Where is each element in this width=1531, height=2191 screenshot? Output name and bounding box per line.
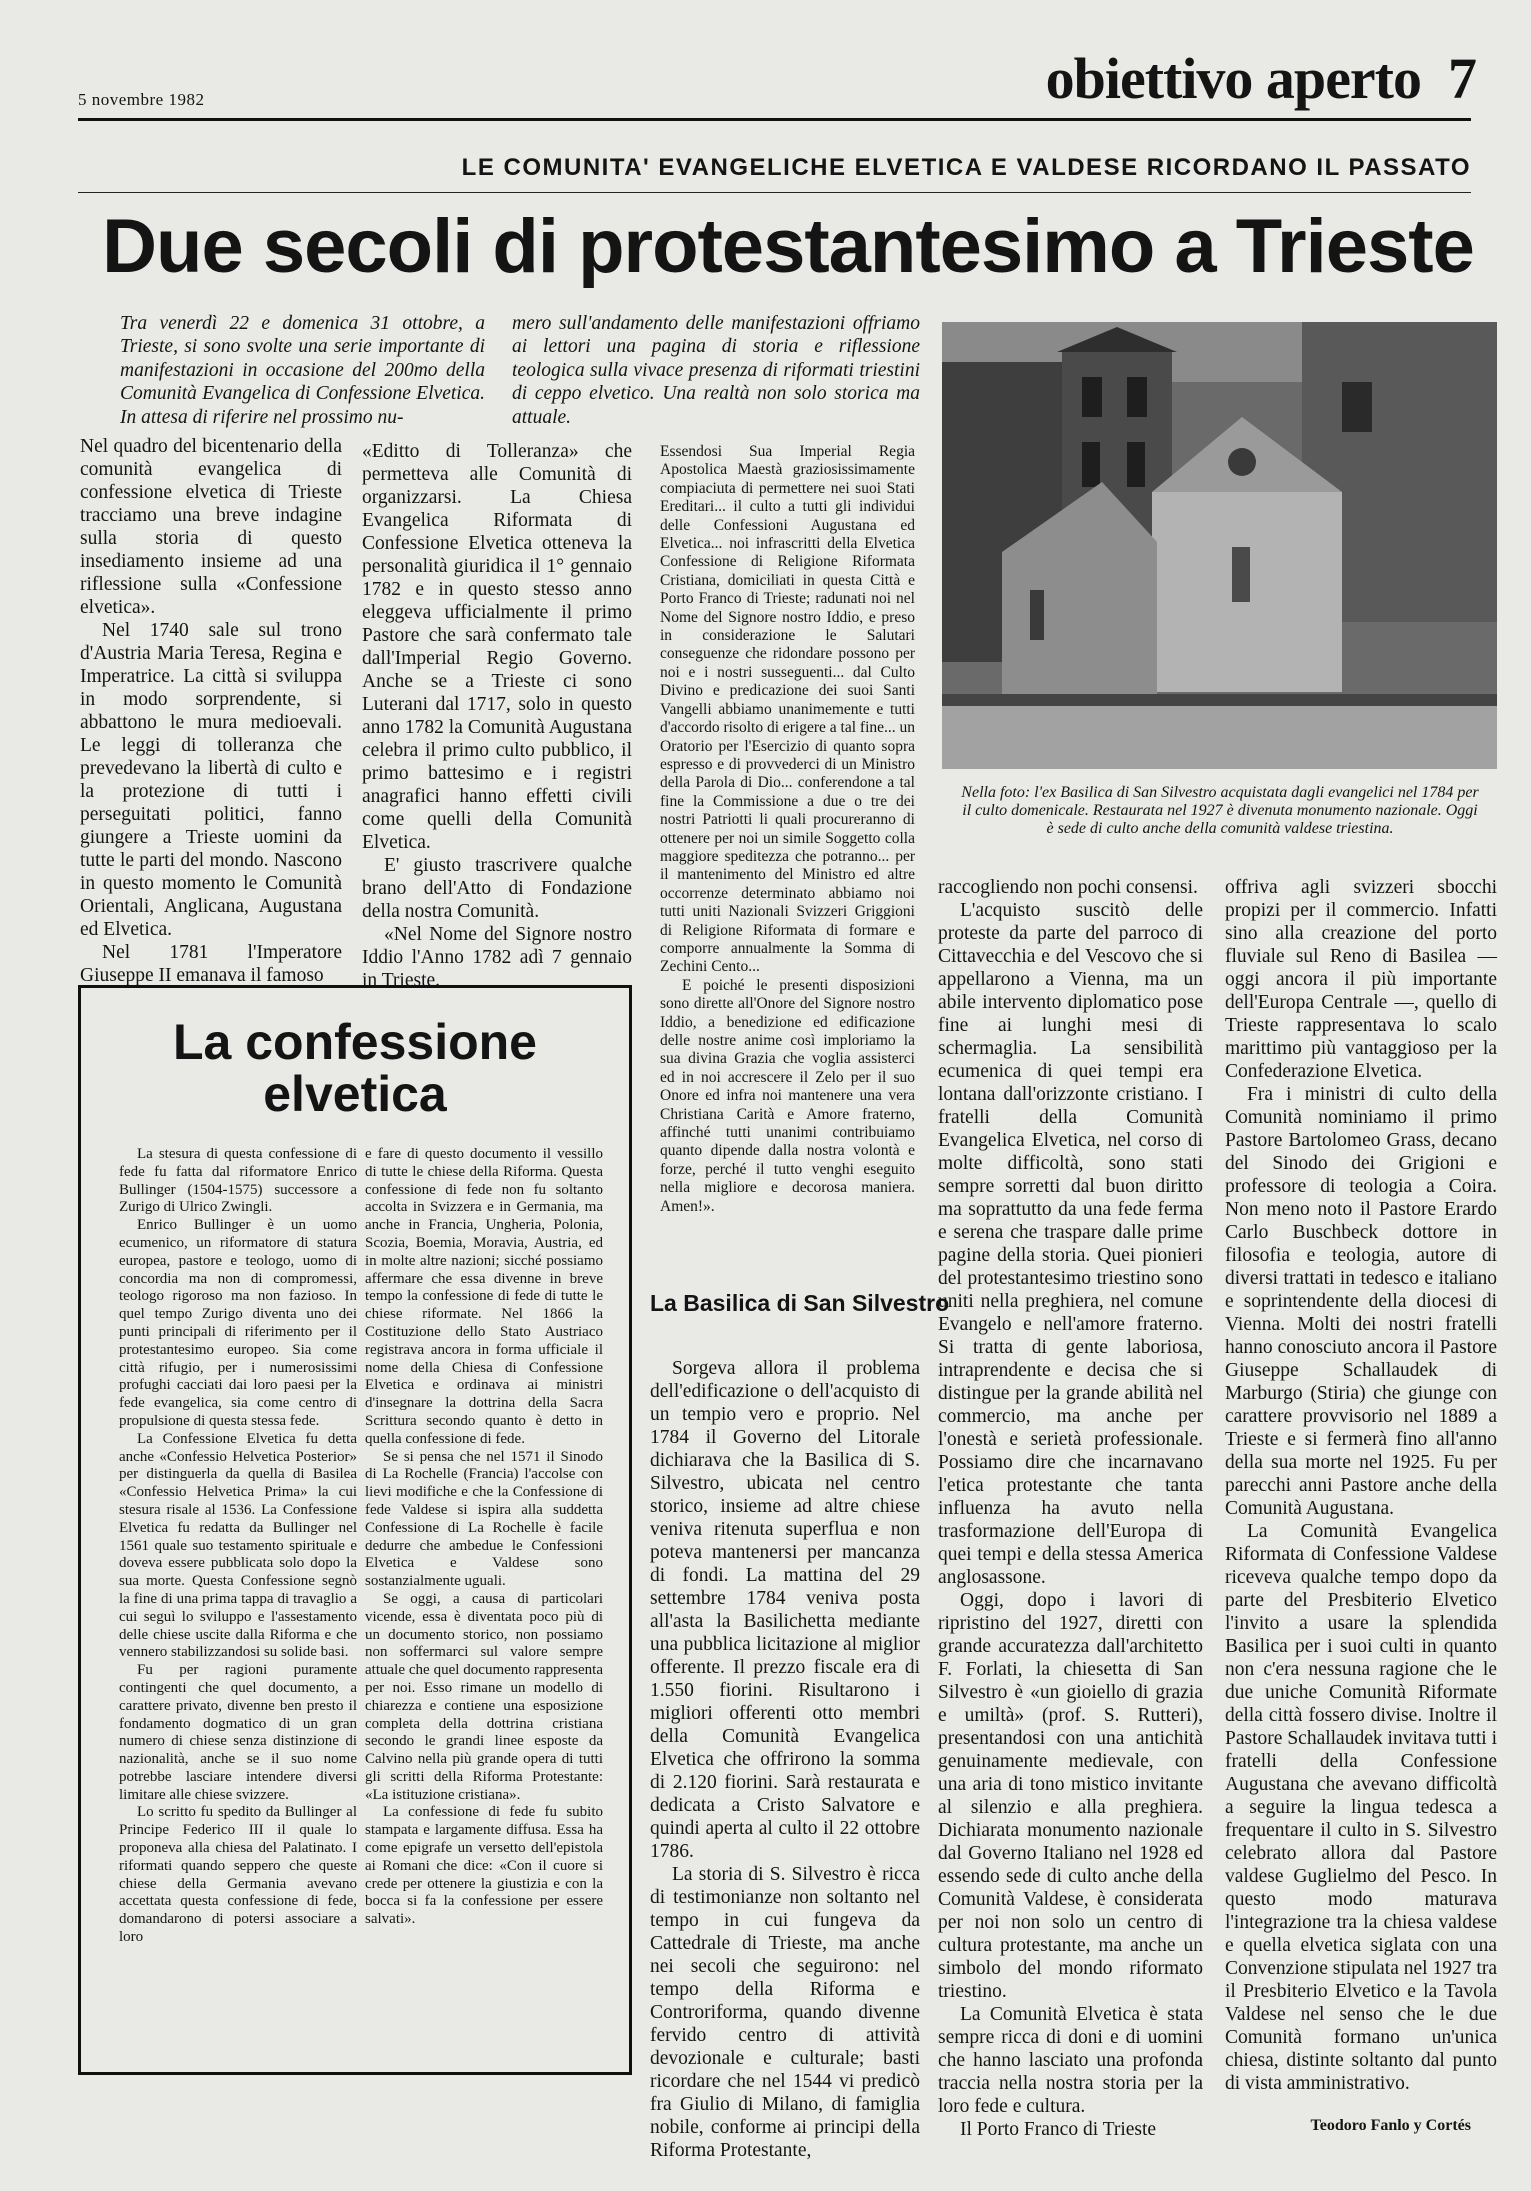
column-3-deed	[660, 443, 915, 1216]
basilica-photo	[942, 322, 1497, 769]
section-name: obiettivo aperto	[1045, 46, 1421, 111]
paragraph: E' giusto trascrivere qualche brano dell'Atto di Fondazione della nostra Comunità.	[362, 855, 632, 922]
paragraph: Oggi, dopo i lavori di ripristino del 1927, diretti con grande accuratezza dall'architetto F. Forlati, la chiesetta di San Silvestro è «un gioiello di grazia e umiltà» (prof. S. Rutteri), presentandosi con una antichità genuinamente medievale, con una aria di tono mistico invitante al silenzio e alla preghiera. Dichiarata monumento nazionale dal Governo Italiano nel 1928 ed essendo sede di culto anche della Comunità Valdese, è considerata per noi non solo un centro di cultura protestante, ma anche un simbolo del mondo riformato triestino.	[938, 1590, 1203, 2002]
paragraph: Nel 1781 l'Imperatore Giuseppe II emanava il famoso	[80, 942, 342, 986]
paragraph: Enrico Bullinger è un uomo ecumenico, un riformatore di statura europea, pastore e teologo, uomo di concordia ma non di compromessi, teologo rigoroso ma non fazioso. In quel tempo Zurigo diventa uno dei punti principali di riferimento per il protestantesimo europeo. Sia come città rifugio, per i numerosissimi profughi cacciati dai loro paesi per la fede evangelica, sia come centro di propulsione di questa stessa fede.	[119, 1217, 357, 1429]
column-4	[938, 876, 1203, 2141]
box-column-1	[119, 1146, 357, 1947]
column-3-basilica	[650, 1357, 920, 2162]
basilica-illustration	[942, 322, 1497, 769]
box-title: La confessione elvetica	[173, 1014, 537, 1122]
paragraph: Fu per ragioni puramente contingenti che quel documento, a carattere privato, divenne ben presto il fondamento dogmatico di un gran numero di chiese senza distinzione di nazionalità, anche se il suo nome potrebbe lasciare intendere diversi limitare alle chiese svizzere.	[119, 1662, 357, 1803]
paragraph: La Confessione Elvetica fu detta anche «Confessio Helvetica Posterior» per distinguerla da quella di Basilea «Confessio Helvetica Prima» la cui stesura risale al 1536. La Confessione Elvetica fu redatta da Bullinger nel 1561 quale suo testamento spirituale e doveva essere pubblicata solo dopo la sua morte. Questa Confessione segnò la fine di una prima tappa di travaglio a cui seguì lo sviluppo e l'assestamento delle chiese uscite dalla Riforma e che vennero stabilizzandosi su solide basi.	[119, 1430, 357, 1661]
paragraph: La storia di S. Silvestro è ricca di testimonianze non soltanto nel tempo in cui fungeva da Cattedrale di Trieste, ma anche nei secoli che seguirono: nel tempo della Riforma e Controriforma, quando divenne fervido centro di attività devozionale e culturale; basti ricordare che nel 1544 vi predicò fra Giulio di Milano, di famiglia nobile, conforme ai principi della Riforma Protestante,	[650, 1864, 920, 2161]
sidebar-box	[78, 985, 632, 2075]
column-5	[1225, 876, 1497, 2095]
intro-left: Tra venerdì 22 e domenica 31 ottobre, a Trieste, si sono svolte una serie importante di manifestazioni in occasione del 200mo della Comunità Evangelica di Confessione Elvetica. In attesa di riferire nel prossimo nu-	[120, 313, 485, 428]
paragraph: Lo scritto fu spedito da Bullinger al Principe Federico III il quale lo proponeva alla chiesa del Palatinato. I riformati quando seppero che queste chiese della Germania avevano accettata questa confessione di fede, domandarono di potersi associare a loro	[119, 1804, 357, 1946]
paragraph: Nel quadro del bicentenario della comunità evangelica di confessione elvetica di Trieste tracciamo una breve indagine sulla storia di questo insediamento insieme ad una riflessione sulla «Confessione elvetica».	[80, 436, 342, 618]
paragraph: e fare di questo documento il vessillo di tutte le chiese della Riforma. Questa confessione di fede non fu soltanto accolta in Svizzera e in Germania, ma anche in Francia, Ungheria, Polonia, Scozia, Boemia, Moravia, Austria, ed in molte altre nazioni; sicché possiamo affermare che essa divenne in breve tempo la confessione di fede di tutte le chiese riformate. Nel 1866 la Costituzione dello Stato Austriaco registrava ancora in forma ufficiale il nome della Chiesa di Confessione Elvetica e ordinava ai ministri d'insegnare la dottrina della Sacra Scrittura secondo quanto è detto in quella confessione di fede.	[365, 1146, 603, 1447]
paragraph: Il Porto Franco di Trieste	[960, 2119, 1157, 2140]
subhead-basilica: La Basilica di San Silvestro	[650, 1290, 950, 1316]
paragraph: La Comunità Elvetica è stata sempre ricca di doni e di uomini che hanno lasciato una profonda traccia nella nostra storia per la loro fede e cultura.	[938, 2004, 1203, 2117]
paragraph: Sorgeva allora il problema dell'edificazione o dell'acquisto di un tempio vero e proprio. Nel 1784 il Governo del Litorale dichiarava che la Basilica di S. Silvestro, ubicata nel centro storico, insieme ad altre chiese veniva ritenuta superflua e non poteva mantenersi per mancanza di fondi. La mattina del 29 settembre 1784 veniva posta all'asta la Basilichetta mediante una pubblica licitazione al miglior offerente. Il prezzo fiscale era di 1.550 fiorini. Risultarono i migliori offerenti otto membri della Comunità Evangelica Elvetica che offrirono la somma di 2.120 fiorini. Sarà restaurata e dedicata a Cristo Salvatore e quindi aperta al culto il 22 ottobre 1786.	[650, 1358, 920, 1862]
section-title	[1045, 46, 1476, 111]
paragraph: Fra i ministri di culto della Comunità nominiamo il primo Pastore Bartolomeo Grass, decano del Sinodo dei Grigioni e professore di teologia a Coira. Non meno noto il Pastore Erardo Carlo Buschbeck dottore in filosofia e teologia, autore di diversi trattati in tedesco e italiano e soprintendente della diocesi di Vienna. Molti dei nostri fratelli hanno conosciuto ancora il Pastore Giuseppe Schallaudek di Marburgo (Stiria) che giunge con carattere provvisorio nel 1889 a Trieste e si fermerà fino all'anno della sua morte nel 1925. Fu per parecchi anni Pastore anche della Comunità Augustana.	[1225, 1084, 1497, 1519]
kicker-rule	[78, 192, 1471, 193]
box-column-2	[365, 1146, 603, 1929]
paragraph: offriva agli svizzeri sbocchi propizi per il commercio. Infatti sino alla creazione del porto fluviale sul Reno di Basilea — oggi ancora il più importante dell'Europa Centrale —, quello di Trieste rappresentava lo scalo marittimo più vantaggioso per la Confederazione Elvetica.	[1225, 877, 1497, 1082]
paragraph: «Nel Nome del Signore nostro Iddio l'Anno 1782 adì 7 gennaio in Trieste.	[362, 924, 632, 991]
column-1	[80, 435, 342, 987]
issue-date: 5 novembre 1982	[78, 90, 205, 109]
paragraph: Se si pensa che nel 1571 il Sinodo di La Rochelle (Francia) l'accolse con lievi modifiche e che la Confessione di fede Valdese si ispira alla suddetta Confessione di La Rochelle è facile dedurre che ambedue le Confessioni Elvetica e Valdese sono sostanzialmente uguali.	[365, 1448, 603, 1590]
intro-right: mero sull'andamento delle manifestazioni offriamo ai lettori una pagina di storia e riflessione teologica sulla vivace presenza di riformati triestini di ceppo elvetico. Una realtà non solo storica ma attuale.	[512, 313, 920, 428]
page-number: 7	[1448, 46, 1476, 111]
paragraph: E poiché le presenti disposizioni sono dirette all'Onore del Signore nostro Iddio, a benedizione ed edificazione delle nostre anime così imploriamo la sua divina Grazia che voglia assisterci ed in noi accrescere il Zelo per il suo Onore ed infra noi mantenere una vera Christiana Carità e Amore fraterno, affinché tutti unanimi contribuiamo quanto dipende dalla nostra volontà e forze, perché il tutto venghi eseguito nella migliore e decorosa maniera. Amen!».	[660, 976, 915, 1215]
paragraph: La stesura di questa confessione di fede fu fatta dal riformatore Enrico Bullinger (1504-1575) successore a Zurigo di Ulrico Zwingli.	[119, 1146, 357, 1216]
header-rule	[78, 118, 1471, 121]
paragraph: Nel 1740 sale sul trono d'Austria Maria Teresa, Regina e Imperatrice. La città si sviluppa in modo sorprendente, si abbattono le mura medioevali. Le leggi di tolleranza che prevedevano la libertà di culto e la protezione di tutti i perseguitati politici, fanno giungere a Trieste uomini da tutte le parti del mondo. Nascono in questo momento le Comunità Orientali, Anglicana, Augustana ed Elvetica.	[80, 620, 342, 940]
paragraph: Se oggi, a causa di particolari vicende, essa è diventata poco più di un documento storico, non possiamo non soffermarci sul valore sempre attuale che quel documento rappresenta per noi. Esso rimane un modello di chiarezza e contiene una esposizione completa della dottrina cristiana secondo le grandi linee esposte da Calvino nella più grande opera di tutti gli scritti della Riforma Protestante: «La istituzione cristiana».	[365, 1590, 603, 1803]
paragraph: La Comunità Evangelica Riformata di Confessione Valdese riceveva qualche tempo dopo da parte del Presbiterio Elvetico l'invito a usare la splendida Basilica per i suoi culti in quanto non c'era nessuna ragione che le due uniche Comunità Riformate della città fossero divise. Inoltre il Pastore Schallaudek invitava tutti i fratelli della Confessione Augustana che avevano difficoltà a seguire la lingua tedesca a frequentare il culto in S. Silvestro celebrato allora dal Pastore valdese Guglielmo del Pesco. In questo modo maturava l'integrazione tra la chiesa valdese e quella elvetica siglata con una Convenzione stipulata nel 1927 tra il Presbiterio Elvetico e la Tavola Valdese nel senso che le due Comunità formano un'unica chiesa, distinte soltanto dal punto di vista amministrativo.	[1225, 1521, 1497, 2094]
paragraph: Essendosi Sua Imperial Regia Apostolica Maestà graziosissimamente compiaciuta di permettere nei suoi Stati Ereditari... il culto a tutti gli individui delle Confessioni Augustana ed Elvetica... noi infrascritti della Elvetica Confessione di Religione Riformata Cristiana, domiciliati in questa Città e Porto Franco di Trieste; radunati noi nel Nome del Signore nostro Iddio, e preso in considerazione le Salutari conseguenze che ridondare possono per noi e i nostri susseguenti... dal Culto Divino e predicazione dei suoi Santi Vangelli abbiamo unanimemente e tutti d'accordo risolto di erigere a tal fine... un Oratorio per l'Esercizio di quanto sopra espresso e di provvederci di un Ministro della Parola di Dio... conferendone a tal fine la Commissione a due o tre dei nostri Patriotti li quali procureranno di ottenere per noi un simile Soggetto colla maggiore speditezza che potranno... per il mantenimento del Ministro ed altre occorrenze determinato abbiamo noi tutti uniti Nazionali Svizzeri Griggioni di Religione Riformata di formare e comporre annualmente la Somma di Zechini Cento...	[660, 443, 916, 976]
column-2	[362, 440, 632, 992]
paragraph: L'acquisto suscitò delle proteste da parte del parroco di Cittavecchia e del Vescovo che si appellarono a Vienna, ma un abile intervento diplomatico pose fine ai lunghi mesi di schermaglia. La sensibilità ecumenica di quei tempi era lontana dall'orizzonte cristiano. I fratelli della Comunità Evangelica Elvetica, nel corso di molte difficoltà, sono stati sempre sorretti dal buon diritto ma soprattutto da una fede ferma e serena che traspare dalle prime pagine della storia. Quei pionieri del protestantesimo triestino sono uniti nella preghiera, nel comune Evangelo e nell'amore fraterno. Si tratta di gente laboriosa, intraprendente e decisa che si distingue per la grande abilità nel commercio, ma anche per l'onestà e serietà professionale. Possiamo dire che incarnavano l'etica protestante che tanta influenza ha avuto nella trasformazione dell'Europa di quei tempi e della stessa America anglosassone.	[938, 900, 1203, 1588]
paragraph: La confessione di fede fu subito stampata e largamente diffusa. Essa ha come epigrafe un versetto dell'epistola ai Romani che dice: «Con il cuore si crede per ottenere la giustizia e con la bocca si fa la confessione per essere salvati».	[365, 1804, 603, 1928]
kicker: LE COMUNITA' EVANGELICHE ELVETICA E VALDESE RICORDANO IL PASSATO	[461, 154, 1471, 181]
paragraph: raccogliendo non pochi consensi.	[938, 877, 1198, 898]
photo-caption: Nella foto: l'ex Basilica di San Silvestro acquistata dagli evangelici nel 1784 per il culto domenicale. Restaurata nel 1927 è divenuta monumento nazionale. Oggi è sede di culto anche della comunità valdese triestina.	[961, 784, 1479, 837]
author-signature: Teodoro Fanlo y Cortés	[1310, 2117, 1471, 2134]
headline: Due secoli di protestantesimo a Trieste	[102, 204, 1474, 289]
paragraph: «Editto di Tolleranza» che permetteva alle Comunità di organizzarsi. La Chiesa Evangelica Riformata di Confessione Elvetica otteneva la personalità giuridica il 1° gennaio 1782 e in questo stesso anno eleggeva ufficialmente il primo Pastore che sarà confermato tale dall'Imperial Regio Governo. Anche se a Trieste ci sono Luterani dal 1717, solo in questo anno 1782 la Comunità Augustana celebra il primo culto pubblico, il primo battesimo e i registri anagrafici hanno effetti civili come quelli della Comunità Elvetica.	[362, 441, 632, 853]
